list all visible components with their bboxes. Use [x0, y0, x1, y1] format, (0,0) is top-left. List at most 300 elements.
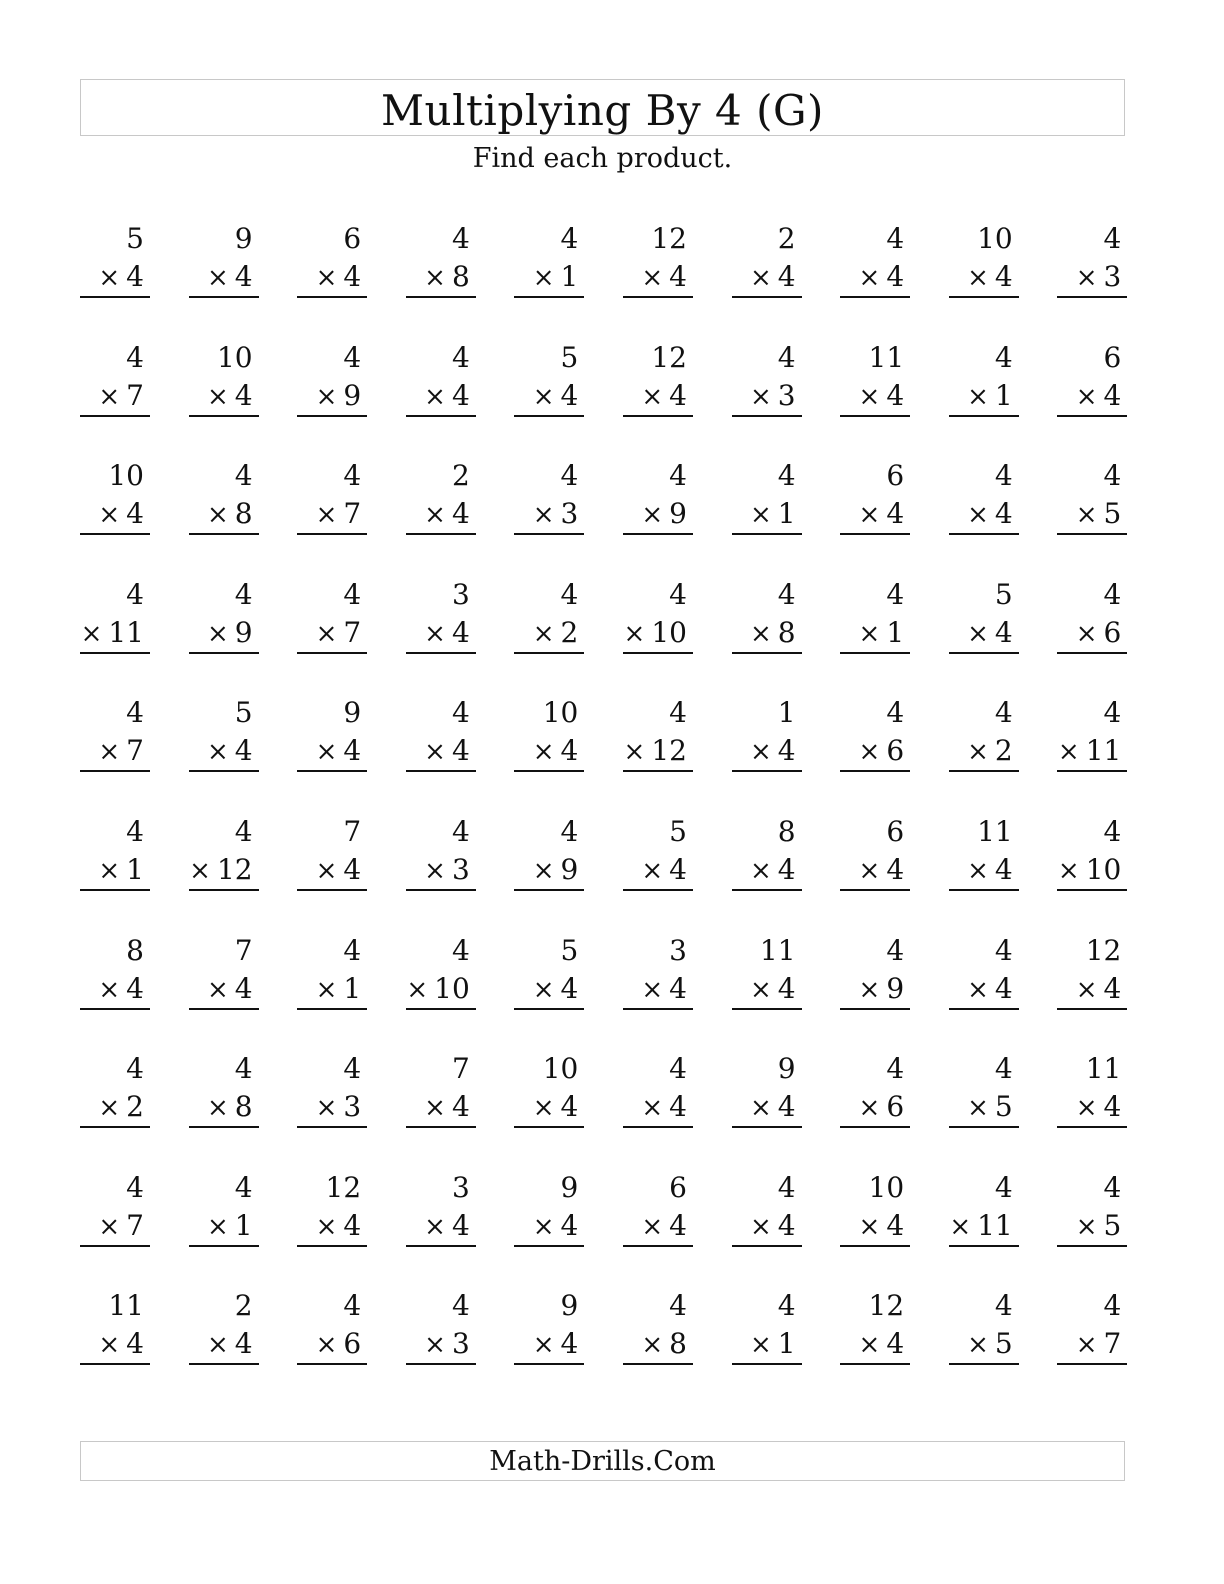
- times-sign: ×: [641, 974, 664, 1005]
- problem-14: [406, 339, 476, 419]
- problem-30: [1057, 457, 1127, 537]
- multiplicand: 4: [886, 577, 905, 611]
- times-sign: ×: [532, 618, 555, 649]
- multiplier-row: [840, 970, 910, 1010]
- multiplier-row: [406, 1207, 476, 1247]
- multiplier: 8: [451, 260, 470, 293]
- multiplier: 4: [886, 1327, 905, 1361]
- times-sign: ×: [98, 855, 121, 886]
- problem-63: [297, 932, 367, 1012]
- times-sign: ×: [967, 1093, 989, 1124]
- problem-75: [514, 1050, 584, 1130]
- problem-73: [297, 1050, 367, 1130]
- multiplier: 8: [234, 497, 253, 531]
- times-sign: ×: [406, 974, 429, 1005]
- multiplier-row: [297, 1088, 367, 1128]
- problem-95: [514, 1287, 584, 1367]
- multiplicand: 4: [669, 459, 687, 493]
- instructions: Find each product.: [472, 143, 733, 174]
- footer-box: [80, 1441, 1125, 1481]
- problem-grid: [80, 220, 1127, 1406]
- multiplier-row: [1057, 258, 1127, 298]
- multiplier: 12: [651, 734, 687, 768]
- problem-46: [623, 694, 693, 774]
- times-sign: ×: [532, 737, 555, 768]
- times-sign: ×: [967, 263, 989, 293]
- times-sign: ×: [98, 381, 121, 412]
- multiplier-row: [514, 495, 584, 535]
- times-sign: ×: [749, 1330, 772, 1361]
- multiplicand: 4: [777, 340, 796, 374]
- multiplier: 4: [343, 852, 362, 886]
- multiplier-row: [840, 1325, 910, 1365]
- multiplier: 3: [451, 1327, 470, 1361]
- multiplier-row: [406, 970, 476, 1010]
- multiplicand: 7: [343, 814, 362, 848]
- problem-89: [949, 1169, 1019, 1249]
- times-sign: ×: [749, 381, 772, 412]
- multiplier-row: [840, 732, 910, 772]
- times-sign: ×: [1075, 263, 1098, 293]
- problem-88: [840, 1169, 910, 1249]
- problem-64: [406, 932, 476, 1012]
- times-sign: ×: [749, 500, 772, 531]
- multiplicand: 4: [886, 933, 905, 967]
- times-sign: ×: [967, 1330, 989, 1361]
- multiplicand: 4: [343, 340, 362, 374]
- problem-74: [406, 1050, 476, 1130]
- multiplicand: 9: [560, 1289, 579, 1323]
- multiplicand: 4: [669, 1289, 687, 1323]
- problem-26: [623, 457, 693, 537]
- multiplicand: 4: [669, 1052, 687, 1086]
- times-sign: ×: [424, 381, 446, 412]
- multiplier: 11: [1085, 734, 1122, 768]
- multiplier: 4: [994, 260, 1013, 293]
- multiplicand: 2: [234, 1289, 253, 1323]
- times-sign: ×: [749, 855, 772, 886]
- multiplier: 4: [234, 260, 253, 293]
- multiplier-row: [623, 1088, 693, 1128]
- multiplier: 4: [669, 1090, 687, 1124]
- problem-68: [840, 932, 910, 1012]
- problem-60: [1057, 813, 1127, 893]
- multiplier: 4: [1103, 1090, 1122, 1124]
- multiplier: 4: [234, 971, 253, 1005]
- times-sign: ×: [1075, 1330, 1098, 1361]
- times-sign: ×: [206, 618, 229, 649]
- problem-36: [623, 576, 693, 656]
- problem-87: [732, 1169, 802, 1249]
- multiplicand: 11: [759, 933, 796, 967]
- multiplier-row: [297, 970, 367, 1010]
- multiplier-row: [949, 851, 1019, 891]
- times-sign: ×: [641, 381, 664, 412]
- times-sign: ×: [315, 1330, 338, 1361]
- multiplicand: 8: [777, 814, 796, 848]
- multiplicand: 10: [977, 222, 1013, 255]
- problem-77: [732, 1050, 802, 1130]
- multiplicand: 6: [669, 1170, 687, 1204]
- times-sign: ×: [532, 263, 555, 293]
- multiplier-row: [297, 377, 367, 417]
- times-sign: ×: [641, 263, 664, 293]
- times-sign: ×: [206, 381, 229, 412]
- multiplier-row: [949, 732, 1019, 772]
- multiplier: 4: [126, 260, 144, 293]
- problem-12: [189, 339, 259, 419]
- problem-23: [297, 457, 367, 537]
- problem-53: [297, 813, 367, 893]
- multiplier-row: [732, 1207, 802, 1247]
- multiplicand: 5: [669, 814, 687, 848]
- multiplier: 4: [343, 734, 362, 768]
- times-sign: ×: [1057, 737, 1080, 768]
- times-sign: ×: [967, 737, 989, 768]
- multiplier: 4: [1103, 971, 1122, 1005]
- multiplier-row: [1057, 970, 1127, 1010]
- multiplicand: 4: [669, 577, 687, 611]
- multiplier: 1: [343, 971, 362, 1005]
- multiplicand: 4: [994, 340, 1013, 374]
- multiplier: 12: [216, 852, 253, 886]
- times-sign: ×: [858, 855, 881, 886]
- problem-7: [732, 220, 802, 300]
- multiplier: 4: [234, 1327, 253, 1361]
- multiplicand: 11: [868, 340, 905, 374]
- multiplier-row: [623, 1207, 693, 1247]
- multiplicand: 11: [108, 1289, 144, 1323]
- multiplier: 4: [669, 852, 687, 886]
- multiplier: 4: [886, 260, 905, 293]
- multiplier: 4: [560, 734, 579, 768]
- times-sign: ×: [424, 263, 446, 293]
- multiplier-row: [406, 732, 476, 772]
- multiplicand: 2: [451, 459, 470, 493]
- multiplier-row: [732, 258, 802, 298]
- multiplicand: 5: [560, 933, 579, 967]
- multiplier: 4: [886, 497, 905, 531]
- multiplicand: 4: [343, 933, 362, 967]
- times-sign: ×: [206, 737, 229, 768]
- multiplicand: 9: [343, 696, 362, 730]
- multiplier-row: [1057, 1207, 1127, 1247]
- multiplier: 9: [669, 497, 687, 531]
- multiplier-row: [1057, 614, 1127, 654]
- problem-99: [949, 1287, 1019, 1367]
- multiplicand: 4: [343, 1289, 362, 1323]
- multiplicand: 4: [1103, 1289, 1122, 1323]
- times-sign: ×: [641, 1093, 664, 1124]
- times-sign: ×: [967, 500, 989, 531]
- problem-52: [189, 813, 259, 893]
- multiplier-row: [840, 1207, 910, 1247]
- multiplicand: 4: [126, 696, 144, 730]
- multiplicand: 4: [343, 1052, 362, 1086]
- multiplier: 4: [560, 971, 579, 1005]
- multiplicand: 10: [216, 340, 253, 374]
- multiplicand: 4: [1103, 814, 1122, 848]
- times-sign: ×: [749, 1211, 772, 1242]
- multiplicand: 4: [994, 1052, 1013, 1086]
- multiplicand: 12: [868, 1289, 905, 1323]
- multiplier-row: [514, 1325, 584, 1365]
- times-sign: ×: [1075, 618, 1098, 649]
- times-sign: ×: [623, 737, 646, 768]
- problem-96: [623, 1287, 693, 1367]
- multiplier-row: [189, 377, 259, 417]
- multiplier-row: [80, 851, 150, 891]
- multiplier-row: [840, 377, 910, 417]
- problem-71: [80, 1050, 150, 1130]
- times-sign: ×: [80, 618, 103, 649]
- multiplier-row: [80, 614, 150, 654]
- multiplicand: 4: [126, 577, 144, 611]
- multiplicand: 4: [234, 459, 253, 493]
- multiplier: 4: [560, 1090, 579, 1124]
- multiplicand: 7: [451, 1052, 470, 1086]
- multiplier: 4: [777, 1208, 796, 1242]
- multiplicand: 4: [234, 814, 253, 848]
- times-sign: ×: [858, 263, 881, 293]
- times-sign: ×: [967, 855, 989, 886]
- problem-6: [623, 220, 693, 300]
- problem-59: [949, 813, 1019, 893]
- problem-97: [732, 1287, 802, 1367]
- multiplier-row: [840, 258, 910, 298]
- problem-11: [80, 339, 150, 419]
- times-sign: ×: [858, 1093, 881, 1124]
- times-sign: ×: [641, 1211, 664, 1242]
- multiplier-row: [623, 1325, 693, 1365]
- multiplicand: 4: [1103, 459, 1122, 493]
- multiplier: 9: [343, 378, 362, 412]
- multiplier: 7: [343, 615, 362, 649]
- problem-1: [80, 220, 150, 300]
- times-sign: ×: [424, 500, 446, 531]
- problem-25: [514, 457, 584, 537]
- multiplicand: 5: [126, 222, 144, 255]
- multiplier-row: [80, 258, 150, 298]
- problem-32: [189, 576, 259, 656]
- times-sign: ×: [532, 1093, 555, 1124]
- multiplier: 4: [451, 497, 470, 531]
- multiplier-row: [732, 495, 802, 535]
- times-sign: ×: [641, 1330, 664, 1361]
- multiplier-row: [732, 970, 802, 1010]
- problem-29: [949, 457, 1019, 537]
- problem-39: [949, 576, 1019, 656]
- problem-85: [514, 1169, 584, 1249]
- multiplicand: 7: [234, 933, 253, 967]
- times-sign: ×: [1075, 1093, 1098, 1124]
- multiplier-row: [514, 1088, 584, 1128]
- problem-48: [840, 694, 910, 774]
- times-sign: ×: [967, 381, 989, 412]
- multiplier: 1: [886, 615, 905, 649]
- multiplier-row: [297, 495, 367, 535]
- problem-98: [840, 1287, 910, 1367]
- problem-80: [1057, 1050, 1127, 1130]
- problem-83: [297, 1169, 367, 1249]
- multiplier: 4: [886, 378, 905, 412]
- multiplier-row: [949, 970, 1019, 1010]
- problem-28: [840, 457, 910, 537]
- problem-9: [949, 220, 1019, 300]
- multiplier: 4: [343, 1208, 362, 1242]
- footer-text: Math-Drills.Com: [489, 1446, 716, 1477]
- problem-5: [514, 220, 584, 300]
- multiplier-row: [949, 377, 1019, 417]
- multiplier: 8: [669, 1327, 687, 1361]
- times-sign: ×: [1075, 381, 1098, 412]
- problem-37: [732, 576, 802, 656]
- multiplicand: 4: [994, 459, 1013, 493]
- problem-62: [189, 932, 259, 1012]
- multiplicand: 3: [451, 1170, 470, 1204]
- multiplier-row: [623, 495, 693, 535]
- problem-8: [840, 220, 910, 300]
- multiplier-row: [189, 970, 259, 1010]
- problem-70: [1057, 932, 1127, 1012]
- problem-16: [623, 339, 693, 419]
- multiplier-row: [514, 851, 584, 891]
- multiplier-row: [1057, 851, 1127, 891]
- multiplier: 4: [777, 971, 796, 1005]
- times-sign: ×: [98, 500, 121, 531]
- problem-54: [406, 813, 476, 893]
- problem-51: [80, 813, 150, 893]
- multiplicand: 4: [560, 814, 579, 848]
- multiplier: 9: [886, 971, 905, 1005]
- multiplicand: 4: [451, 696, 470, 730]
- multiplier: 4: [560, 1327, 579, 1361]
- problem-43: [297, 694, 367, 774]
- multiplicand: 9: [777, 1052, 796, 1086]
- multiplier: 5: [1103, 1208, 1122, 1242]
- multiplicand: 4: [994, 1170, 1013, 1204]
- multiplicand: 4: [1103, 1170, 1122, 1204]
- multiplicand: 2: [777, 222, 796, 255]
- multiplier-row: [840, 614, 910, 654]
- problem-56: [623, 813, 693, 893]
- multiplicand: 5: [234, 696, 253, 730]
- problem-82: [189, 1169, 259, 1249]
- multiplier-row: [514, 258, 584, 298]
- times-sign: ×: [206, 974, 229, 1005]
- times-sign: ×: [532, 381, 555, 412]
- times-sign: ×: [532, 855, 555, 886]
- times-sign: ×: [1057, 855, 1080, 886]
- multiplier-row: [732, 377, 802, 417]
- multiplier-row: [949, 614, 1019, 654]
- problem-44: [406, 694, 476, 774]
- multiplier: 4: [994, 971, 1013, 1005]
- multiplier-row: [406, 1325, 476, 1365]
- multiplier-row: [514, 377, 584, 417]
- multiplier: 7: [343, 497, 362, 531]
- multiplier: 4: [234, 378, 253, 412]
- multiplier: 11: [108, 615, 144, 649]
- multiplicand: 1: [777, 696, 796, 730]
- multiplier-row: [406, 377, 476, 417]
- multiplier: 5: [1103, 497, 1122, 531]
- multiplicand: 5: [994, 577, 1013, 611]
- multiplicand: 4: [451, 814, 470, 848]
- problem-45: [514, 694, 584, 774]
- multiplier: 10: [651, 615, 687, 649]
- problem-24: [406, 457, 476, 537]
- multiplicand: 12: [651, 340, 687, 374]
- multiplier-row: [297, 258, 367, 298]
- problem-19: [949, 339, 1019, 419]
- multiplicand: 4: [126, 340, 144, 374]
- problem-57: [732, 813, 802, 893]
- times-sign: ×: [749, 263, 772, 293]
- multiplier: 2: [126, 1090, 144, 1124]
- multiplicand: 4: [777, 1289, 796, 1323]
- problem-41: [80, 694, 150, 774]
- multiplier-row: [732, 1088, 802, 1128]
- multiplier-row: [1057, 1325, 1127, 1365]
- multiplier-row: [949, 1207, 1019, 1247]
- problem-72: [189, 1050, 259, 1130]
- multiplicand: 4: [451, 222, 470, 255]
- multiplicand: 4: [994, 696, 1013, 730]
- problem-66: [623, 932, 693, 1012]
- multiplicand: 4: [886, 222, 905, 255]
- problem-78: [840, 1050, 910, 1130]
- multiplier-row: [623, 851, 693, 891]
- multiplicand: 4: [126, 1052, 144, 1086]
- problem-22: [189, 457, 259, 537]
- problem-15: [514, 339, 584, 419]
- multiplier: 6: [886, 734, 905, 768]
- times-sign: ×: [623, 618, 646, 649]
- multiplier: 7: [1103, 1327, 1122, 1361]
- problem-31: [80, 576, 150, 656]
- multiplicand: 6: [886, 459, 905, 493]
- times-sign: ×: [1075, 974, 1098, 1005]
- problem-84: [406, 1169, 476, 1249]
- multiplier-row: [80, 1325, 150, 1365]
- multiplier: 7: [126, 734, 144, 768]
- multiplier-row: [297, 1207, 367, 1247]
- times-sign: ×: [206, 500, 229, 531]
- times-sign: ×: [858, 381, 881, 412]
- problem-42: [189, 694, 259, 774]
- multiplier: 1: [126, 852, 144, 886]
- problem-81: [80, 1169, 150, 1249]
- multiplier: 4: [343, 260, 362, 293]
- times-sign: ×: [1075, 500, 1098, 531]
- multiplier-row: [189, 614, 259, 654]
- multiplicand: 6: [1103, 340, 1122, 374]
- multiplicand: 6: [886, 814, 905, 848]
- problem-69: [949, 932, 1019, 1012]
- problem-21: [80, 457, 150, 537]
- multiplier: 7: [126, 378, 144, 412]
- multiplier: 10: [434, 971, 470, 1005]
- problem-47: [732, 694, 802, 774]
- problem-50: [1057, 694, 1127, 774]
- multiplier: 4: [777, 852, 796, 886]
- times-sign: ×: [424, 618, 446, 649]
- multiplier: 3: [1103, 260, 1122, 293]
- multiplier-row: [406, 614, 476, 654]
- multiplier-row: [189, 495, 259, 535]
- multiplier: 3: [560, 497, 579, 531]
